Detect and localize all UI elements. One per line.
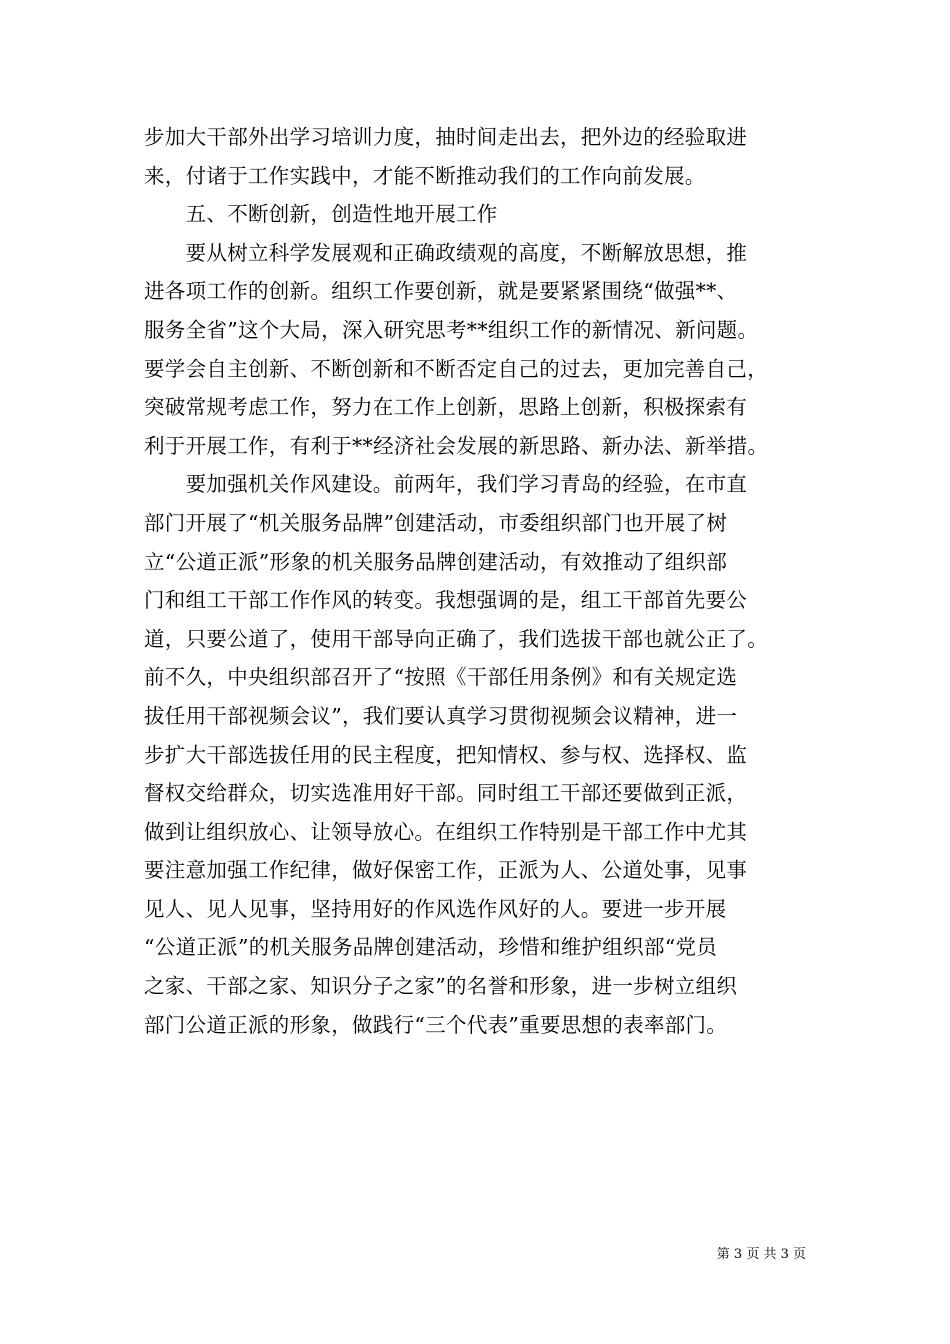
text-line: 进各项工作的创新。组织工作要创新，就是要紧紧围绕“做强**、	[144, 279, 738, 304]
text-line: 步加大干部外出学习培训力度，抽时间走出去，把外边的经验取进	[144, 125, 748, 149]
page-number: 第 3 页 共 3 页	[716, 1247, 806, 1262]
section-heading: 五、不断创新，创造性地开展工作	[144, 202, 498, 227]
text-line: 来，付诸于工作实践中，才能不断推动我们的工作向前发展。	[144, 163, 706, 188]
text-line: 步扩大干部选拔任用的民主程度，把知情权、参与权、选择权、监	[144, 742, 748, 767]
text-line: 要加强机关作风建设。前两年，我们学习青岛的经验，在市直	[144, 472, 748, 497]
text-line: “公道正派”的机关服务品牌创建活动，珍惜和维护组织部“党员	[144, 935, 718, 960]
text-line: 门和组工干部工作作风的转变。我想强调的是，组工干部首先要公	[144, 588, 748, 613]
text-line: 做到让组织放心、让领导放心。在组织工作特别是干部工作中尤其	[144, 819, 748, 844]
text-line: 道，只要公道了，使用干部导向正确了，我们选拔干部也就公正了。	[144, 626, 768, 651]
text-line: 部门开展了“机关服务品牌”创建活动，市委组织部门也开展了树	[144, 510, 728, 535]
text-line: 拔任用干部视频会议”，我们要认真学习贯彻视频会议精神，进一	[144, 703, 738, 728]
text-line: 部门公道正派的形象，做践行“三个代表”重要思想的表率部门。	[144, 1012, 728, 1037]
body-text	[144, 118, 824, 1044]
text-line: 立“公道正派”形象的机关服务品牌创建活动，有效推动了组织部	[144, 549, 728, 574]
text-line: 之家、干部之家、知识分子之家”的名誉和形象，进一步树立组织	[144, 974, 738, 999]
text-line: 前不久，中央组织部召开了“按照《干部任用条例》和有关规定选	[144, 665, 738, 690]
text-line: 见人、见人见事，坚持用好的作风选作风好的人。要进一步开展	[144, 896, 727, 921]
text-line: 要注意加强工作纪律，做好保密工作，正派为人、公道处事，见事	[144, 858, 748, 883]
text-line: 利于开展工作，有利于**经济社会发展的新思路、新办法、新举措。	[144, 433, 769, 458]
text-line: 督权交给群众，切实选准用好干部。同时组工干部还要做到正派，	[144, 781, 748, 806]
text-line: 要学会自主创新、不断创新和不断否定自己的过去，更加完善自己，	[144, 356, 768, 381]
text-line: 要从树立科学发展观和正确政绩观的高度，不断解放思想，推	[144, 240, 748, 265]
text-line: 突破常规考虑工作，努力在工作上创新，思路上创新，积极探索有	[144, 395, 748, 420]
text-line: 服务全省”这个大局，深入研究思考**组织工作的新情况、新问题。	[144, 317, 759, 342]
